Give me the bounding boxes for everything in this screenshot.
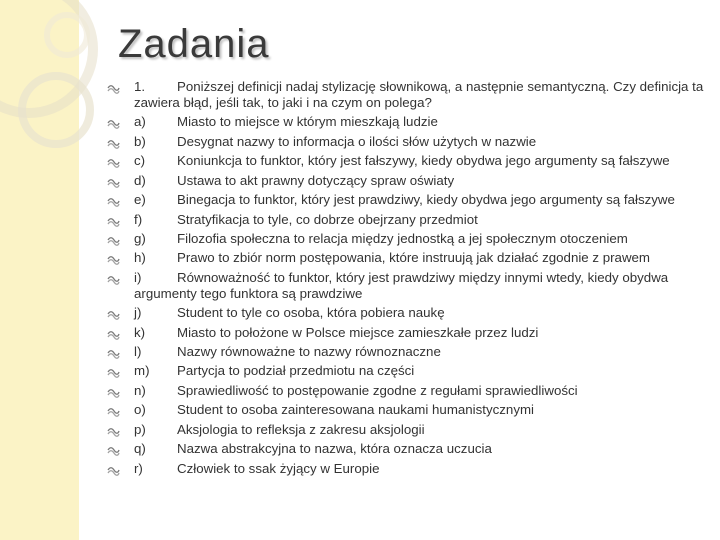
task-label: n) xyxy=(134,382,146,398)
wave-bullet-icon xyxy=(107,195,120,205)
wave-bullet-icon xyxy=(107,366,120,376)
wave-bullet-icon xyxy=(107,444,120,454)
task-list xyxy=(107,79,705,480)
wave-bullet-icon xyxy=(107,253,120,263)
wave-bullet-icon xyxy=(107,82,120,92)
wave-bullet-icon xyxy=(107,328,120,338)
task-text: Prawo to zbiór norm postępowania, które instruują jak działać zgodnie z prawem xyxy=(177,250,651,266)
task-text: Stratyfikacja to tyle, co dobrze obejrzany przedmiot xyxy=(177,211,478,227)
task-text: Filozofia społeczna to relacja między jednostką a jej społecznym otoczeniem xyxy=(177,230,628,246)
task-item xyxy=(107,270,705,301)
task-label: f) xyxy=(134,211,143,227)
task-text: Koniunkcja to funktor, który jest fałszywy, kiedy obydwa jego argumenty są fałszywe xyxy=(177,153,670,169)
wave-bullet-icon xyxy=(107,308,120,318)
task-item xyxy=(107,231,705,247)
task-item xyxy=(107,363,705,379)
wave-bullet-icon xyxy=(107,156,120,166)
task-text: Student to tyle co osoba, która pobiera naukę xyxy=(177,305,445,321)
task-text: Binegacja to funktor, który jest prawdziwy, kiedy obydwa jego argumenty są fałszywe xyxy=(177,192,675,208)
task-item xyxy=(107,441,705,457)
task-item xyxy=(107,134,705,150)
decorative-ring xyxy=(44,12,90,58)
task-item xyxy=(107,250,705,266)
task-item xyxy=(107,79,705,110)
task-label: i) xyxy=(134,269,142,285)
wave-bullet-icon xyxy=(107,386,120,396)
decorative-sidebar xyxy=(0,0,79,540)
wave-bullet-icon xyxy=(107,405,120,415)
wave-bullet-icon xyxy=(107,464,120,474)
task-item xyxy=(107,383,705,399)
task-text: Miasto to położone w Polsce miejsce zamieszkałe przez ludzi xyxy=(177,324,539,340)
task-label: l) xyxy=(134,344,142,359)
task-item xyxy=(107,402,705,418)
task-label: 1. xyxy=(134,79,146,94)
task-label: d) xyxy=(134,172,146,188)
task-label: h) xyxy=(134,250,146,266)
task-item xyxy=(107,173,705,189)
task-item xyxy=(107,344,705,360)
task-text: Nazwa abstrakcyjna to nazwa, która oznacza uczucia xyxy=(177,441,492,457)
task-item xyxy=(107,114,705,130)
task-text: Człowiek to ssak żyjący w Europie xyxy=(177,460,380,476)
task-label: m) xyxy=(134,363,150,379)
task-label: b) xyxy=(134,133,146,149)
task-label: o) xyxy=(134,402,146,418)
task-item xyxy=(107,192,705,208)
task-label: a) xyxy=(134,114,146,130)
wave-bullet-icon xyxy=(107,215,120,225)
task-text: Równoważność to funktor, który jest prawdziwy między innymi wtedy, kiedy obydwa argumenty tego funktora są prawdziwe xyxy=(134,269,669,301)
task-item xyxy=(107,153,705,169)
task-label: p) xyxy=(134,421,146,437)
task-label: r) xyxy=(134,460,143,476)
task-item xyxy=(107,305,705,321)
task-text: Partycja to podział przedmiotu na części xyxy=(177,363,415,379)
wave-bullet-icon xyxy=(107,347,120,357)
task-text: Miasto to miejsce w którym mieszkają ludzie xyxy=(177,114,438,130)
wave-bullet-icon xyxy=(107,234,120,244)
wave-bullet-icon xyxy=(107,176,120,186)
wave-bullet-icon xyxy=(107,117,120,127)
task-label: g) xyxy=(134,230,146,246)
decorative-ring xyxy=(18,72,94,148)
task-text: Student to osoba zainteresowana naukami humanistycznymi xyxy=(177,402,534,418)
task-item xyxy=(107,461,705,477)
wave-bullet-icon xyxy=(107,273,120,283)
wave-bullet-icon xyxy=(107,425,120,435)
task-label: q) xyxy=(134,441,146,457)
task-text: Aksjologia to refleksja z zakresu aksjologii xyxy=(177,421,425,437)
task-label: c) xyxy=(134,153,146,169)
task-item xyxy=(107,422,705,438)
task-label: e) xyxy=(134,192,146,208)
task-text: Poniższej definicji nadaj stylizację słownikową, a następnie semantyczną. Czy definicja ta zawiera błąd, jeśli tak, to jaki i na czym on polega? xyxy=(134,79,704,110)
task-label: j) xyxy=(134,305,142,321)
task-text: Desygnat nazwy to informacja o ilości słów użytych w nazwie xyxy=(177,133,537,149)
task-item xyxy=(107,212,705,228)
task-text: Nazwy równoważne to nazwy równoznaczne xyxy=(177,344,441,359)
task-text: Ustawa to akt prawny dotyczący spraw oświaty xyxy=(177,172,455,188)
task-item xyxy=(107,325,705,341)
task-label: k) xyxy=(134,324,146,340)
wave-bullet-icon xyxy=(107,137,120,147)
slide-title: Zadania xyxy=(118,22,270,66)
task-text: Sprawiedliwość to postępowanie zgodne z regułami sprawiedliwości xyxy=(177,382,578,398)
